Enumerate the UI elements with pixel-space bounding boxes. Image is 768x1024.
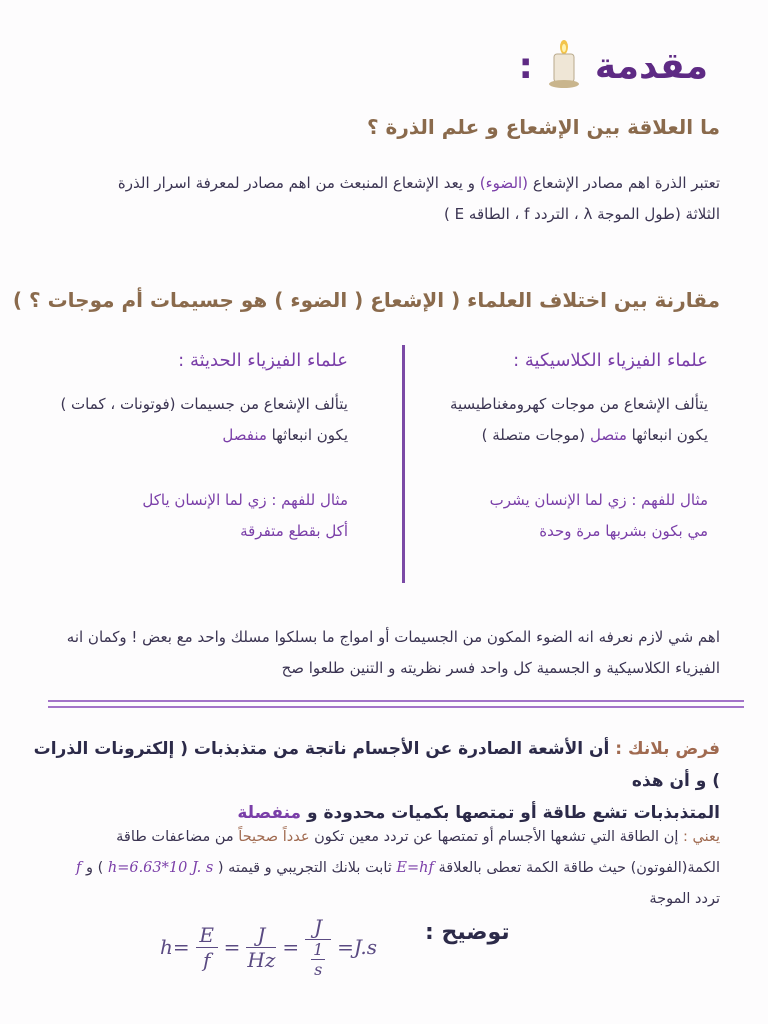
one-digit: 1 bbox=[313, 940, 324, 959]
modern-title: علماء الفيزياء الحديثة : bbox=[178, 350, 348, 371]
modern-column bbox=[28, 350, 348, 547]
meaning-line2-b: ثابت بلانك التجريبي و قيمته ( bbox=[217, 860, 392, 876]
meaning-line2-c: ) و bbox=[85, 860, 104, 876]
classical-line1: يتألف الإشعاع من موجات كهرومغناطيسية bbox=[449, 395, 708, 413]
planck-paragraph bbox=[30, 733, 720, 829]
classical-line2-b: (موجات متصلة ) bbox=[481, 426, 586, 444]
intro-title: مقدمة bbox=[594, 45, 708, 87]
intro-colon: : bbox=[518, 45, 533, 87]
q1-heading: ما العلاقة بين الإشعاع و علم الذرة ؟ bbox=[366, 115, 720, 139]
meaning-line2-a: الكمة(الفوتون) حيث طاقة الكمة تعطى بالعلاقة bbox=[438, 860, 720, 876]
planck-line1 bbox=[30, 733, 720, 797]
section-divider-2 bbox=[48, 706, 744, 708]
classical-example2: مي بكون بشربها مرة وحدة bbox=[539, 522, 708, 540]
fraction-j-over-1s bbox=[305, 915, 331, 979]
q1-line1-part-b: و يعد الإشعاع المنبعث من اهم مصادر لمعرفة اسرار الذرة bbox=[117, 174, 475, 192]
intro-heading bbox=[518, 40, 708, 92]
classical-line2 bbox=[388, 420, 708, 451]
planck-discrete: منفصلة bbox=[237, 803, 302, 823]
fraction-one-over-s bbox=[311, 940, 325, 979]
planck-equation: E=hf bbox=[396, 860, 434, 876]
q1-paragraph bbox=[40, 168, 720, 230]
meaning-line1 bbox=[20, 822, 720, 853]
q1-light-highlight: (الضوء) bbox=[479, 174, 529, 192]
meaning-line2 bbox=[20, 853, 720, 884]
q1-line2: الثلاثة (طول الموجة λ ، التردد f ، الطاقه E ) bbox=[444, 205, 720, 223]
units-equation bbox=[160, 915, 377, 979]
modern-example2: أكل بقطع متفرقة bbox=[240, 522, 348, 540]
meaning-integer: عدداً صحيحاً bbox=[238, 829, 310, 845]
modern-example1: مثال للفهم : زي لما الإنسان ياكل bbox=[142, 491, 348, 509]
meaning-line1-a: إن الطاقة التي تشعها الأجسام أو تمتصها عن تردد معين تكون bbox=[314, 829, 679, 845]
joule-symbol: J bbox=[257, 922, 266, 947]
planck-text2-a: المتذبذبات تشع طاقة أو تمتصها بكميات محدودة و bbox=[306, 803, 720, 823]
classical-column bbox=[388, 350, 708, 547]
modern-line2-a: يكون انبعاثها bbox=[271, 426, 348, 444]
hertz-symbol: Hz bbox=[247, 947, 276, 972]
equals-2: = bbox=[282, 935, 300, 959]
q1-line1-part-a: تعتبر الذرة اهم مصادر الإشعاع bbox=[532, 174, 720, 192]
classical-title: علماء الفيزياء الكلاسيكية : bbox=[513, 350, 708, 371]
modern-line1: يتألف الإشعاع من جسيمات (فوتونات ، كمات ) bbox=[60, 395, 348, 413]
second-symbol: s bbox=[314, 960, 323, 979]
equals-j-s: =J.s bbox=[337, 935, 378, 959]
modern-line2 bbox=[28, 420, 348, 451]
section-divider bbox=[48, 700, 744, 702]
planck-constant: h=6.63*10 J. s bbox=[107, 860, 214, 876]
classical-body bbox=[388, 389, 708, 547]
meaning-paragraph bbox=[20, 822, 720, 915]
classical-example1: مثال للفهم : زي لما الإنسان يشرب bbox=[489, 491, 708, 509]
classical-continuous: متصل bbox=[589, 426, 627, 444]
frequency-symbol: f bbox=[75, 860, 82, 876]
classical-line2-a: يكون انبعاثها bbox=[631, 426, 708, 444]
meaning-line1-b: من مضاعفات طاقة bbox=[116, 829, 234, 845]
fraction-e-over-f bbox=[196, 923, 218, 972]
candle-icon bbox=[547, 40, 581, 92]
summary-paragraph bbox=[30, 622, 720, 684]
modern-body bbox=[28, 389, 348, 547]
column-divider bbox=[402, 345, 405, 583]
modern-discrete: منفصل bbox=[222, 426, 267, 444]
energy-symbol: E bbox=[199, 922, 214, 947]
joule-symbol-2: J bbox=[314, 915, 323, 939]
explain-label: توضيح : bbox=[425, 920, 510, 945]
frequency-symbol-2: f bbox=[202, 947, 211, 972]
planck-text1: أن الأشعة الصادرة عن الأجسام ناتجة من متذبذبات ( إلكترونات الذرات ) و أن هذه bbox=[33, 739, 720, 791]
h-symbol: h= bbox=[160, 935, 190, 959]
q2-heading: مقارنة بين اختلاف العلماء ( الإشعاع ( الضوء ) هو جسيمات أم موجات ؟ ) bbox=[12, 288, 720, 312]
q1-line1 bbox=[40, 168, 720, 199]
summary-line1: اهم شي لازم نعرفه انه الضوء المكون من الجسيمات أو امواج ما بسلكوا مسلك واحد مع بعض ! وكمان انه bbox=[66, 628, 720, 646]
meaning-label: يعني : bbox=[683, 829, 720, 845]
meaning-line3: تردد الموجة bbox=[649, 891, 720, 907]
planck-label: فرض بلانك : bbox=[615, 739, 720, 759]
fraction-j-over-hz bbox=[246, 923, 276, 972]
summary-line2: الفيزياء الكلاسيكية و الجسمية كل واحد فسر نظريته و التنين طلعوا صح bbox=[281, 659, 720, 677]
equals-1: = bbox=[223, 935, 241, 959]
